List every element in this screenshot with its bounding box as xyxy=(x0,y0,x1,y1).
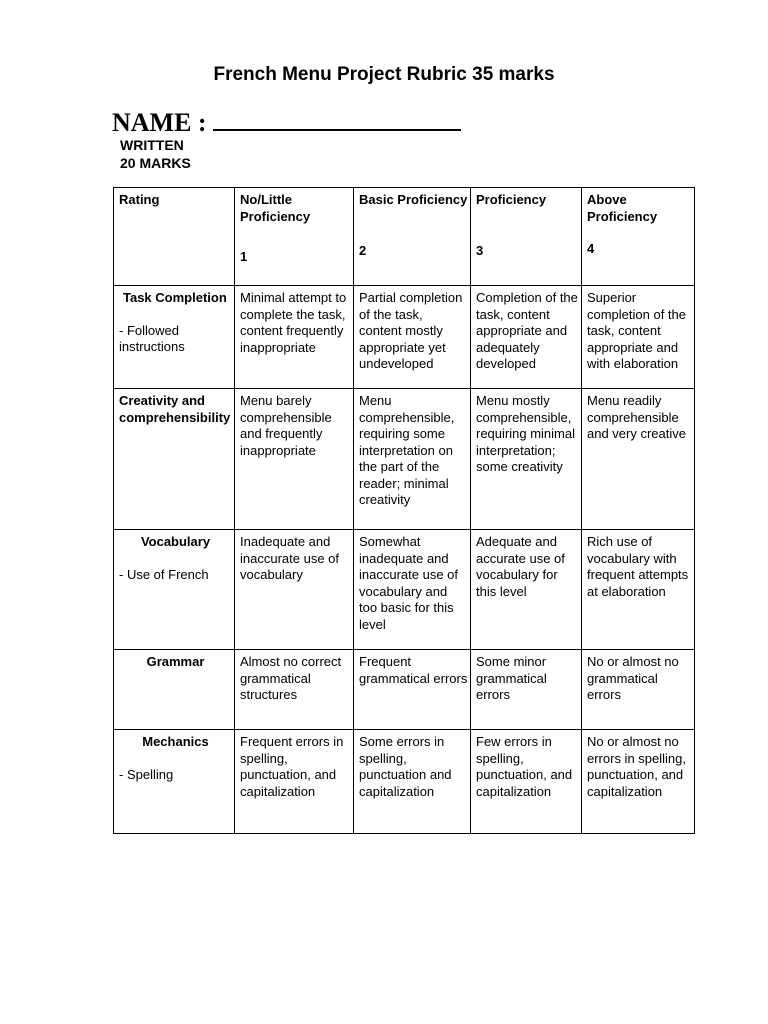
criterion-detail: - Followed instructions xyxy=(119,322,185,354)
descriptor-cell: Superior completion of the task, content appropriate and with elaboration xyxy=(582,286,695,389)
criterion-title: Grammar xyxy=(146,654,205,669)
descriptor-cell: Menu barely comprehensible and frequently inappropriate xyxy=(235,389,354,530)
descriptor-cell: Some minor grammatical errors xyxy=(471,650,582,730)
rubric-row-creativity xyxy=(114,389,695,530)
level-label: Basic Proficiency xyxy=(359,192,468,207)
descriptor-cell: Inadequate and inaccurate use of vocabulary xyxy=(235,530,354,650)
name-blank-line xyxy=(213,105,461,131)
rubric-row-grammar xyxy=(114,650,695,730)
level-header-1 xyxy=(235,188,354,286)
descriptor-cell: Menu readily comprehensible and very creative xyxy=(582,389,695,530)
name-field xyxy=(112,105,461,138)
descriptor-cell: Menu comprehensible, requiring some interpretation on the part of the reader; minimal creativity xyxy=(354,389,471,530)
rubric-row-mechanics xyxy=(114,730,695,834)
descriptor-cell: No or almost no errors in spelling, punctuation, and capitalization xyxy=(582,730,695,834)
criterion-cell xyxy=(114,286,235,389)
rubric-header-row xyxy=(114,188,695,286)
descriptor-cell: Completion of the task, content appropriate and adequately developed xyxy=(471,286,582,389)
level-header-2 xyxy=(354,188,471,286)
level-label: Above Proficiency xyxy=(587,192,658,224)
descriptor-cell: Few errors in spelling, punctuation, and capitalization xyxy=(471,730,582,834)
rubric-table xyxy=(113,187,695,834)
level-score: 4 xyxy=(587,241,595,256)
descriptor-cell: Somewhat inadequate and inaccurate use of vocabulary and too basic for this level xyxy=(354,530,471,650)
level-score: 3 xyxy=(476,242,484,258)
criterion-cell xyxy=(114,530,235,650)
level-label: Proficiency xyxy=(476,192,547,207)
rubric-row-task-completion xyxy=(114,286,695,389)
descriptor-cell: Menu mostly comprehensible, requiring minimal interpretation; some creativity xyxy=(471,389,582,530)
section-heading xyxy=(120,136,191,172)
level-label: No/Little Proficiency xyxy=(240,192,311,224)
descriptor-cell: Minimal attempt to complete the task, content frequently inappropriate xyxy=(235,286,354,389)
criterion-cell xyxy=(114,730,235,834)
criterion-title: Creativity and comprehensibility xyxy=(119,393,231,425)
descriptor-cell: No or almost no grammatical errors xyxy=(582,650,695,730)
descriptor-cell: Frequent errors in spelling, punctuation, and capitalization xyxy=(235,730,354,834)
level-score: 2 xyxy=(359,242,367,258)
descriptor-cell: Rich use of vocabulary with frequent attempts at elaboration xyxy=(582,530,695,650)
document-title: French Menu Project Rubric 35 marks xyxy=(213,64,555,85)
criterion-detail: - Spelling xyxy=(119,766,174,782)
level-score: 1 xyxy=(240,249,248,264)
name-label: NAME : xyxy=(112,108,207,137)
descriptor-cell: Some errors in spelling, punctuation and capitalization xyxy=(354,730,471,834)
descriptor-cell: Adequate and accurate use of vocabulary for this level xyxy=(471,530,582,650)
descriptor-cell: Partial completion of the task, content mostly appropriate yet undeveloped xyxy=(354,286,471,389)
criterion-cell xyxy=(114,389,235,530)
rubric-row-vocabulary xyxy=(114,530,695,650)
descriptor-cell: Frequent grammatical errors xyxy=(354,650,471,730)
criterion-title: Task Completion xyxy=(123,290,227,305)
level-header-4 xyxy=(582,188,695,286)
criterion-title: Vocabulary xyxy=(140,534,211,549)
section-heading-line2: 20 MARKS xyxy=(120,155,191,171)
level-header-3 xyxy=(471,188,582,286)
rating-header xyxy=(114,188,235,286)
criterion-detail: - Use of French xyxy=(119,566,209,582)
criterion-cell xyxy=(114,650,235,730)
section-heading-line1: WRITTEN xyxy=(120,137,184,153)
criterion-title: Mechanics xyxy=(142,734,209,749)
rating-header-label: Rating xyxy=(119,192,160,207)
descriptor-cell: Almost no correct grammatical structures xyxy=(235,650,354,730)
